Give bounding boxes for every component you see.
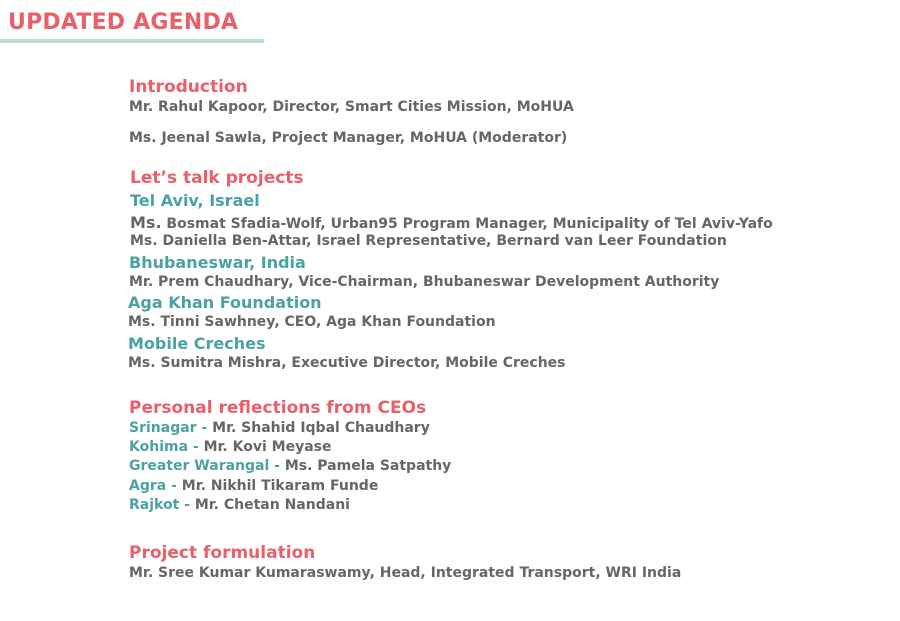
section-heading-formulation: Project formulation	[129, 543, 316, 563]
speaker-line: Mr. Sree Kumar Kumaraswamy, Head, Integrated Transport, WRI India	[129, 565, 682, 581]
speaker-line: Ms. Daniella Ben-Attar, Israel Representative, Bernard van Leer Foundation	[130, 233, 727, 249]
ceo-name: Mr. Shahid Iqbal Chaudhary	[207, 420, 430, 436]
speaker-rest: Bosmat Sfadia-Wolf, Urban95 Program Manager, Municipality of Tel Aviv-Yafo	[161, 216, 773, 232]
reflection-item	[129, 497, 350, 513]
speaker-line	[130, 213, 773, 232]
reflection-item	[129, 439, 331, 455]
speaker-line: Ms. Tinni Sawhney, CEO, Aga Khan Foundation	[128, 314, 496, 330]
section-heading-reflections: Personal reflections from CEOs	[129, 398, 427, 418]
ceo-name: Ms. Pamela Satpathy	[279, 458, 452, 474]
group-heading-aga-khan: Aga Khan Foundation	[128, 293, 322, 312]
group-heading-tel-aviv: Tel Aviv, Israel	[130, 191, 260, 210]
speaker-prefix: Ms.	[130, 213, 162, 232]
speaker-line: Mr. Prem Chaudhary, Vice-Chairman, Bhubaneswar Development Authority	[129, 274, 720, 290]
reflection-item	[129, 458, 451, 474]
section-heading-introduction: Introduction	[129, 77, 248, 97]
group-heading-mobile-creches: Mobile Creches	[128, 334, 266, 353]
ceo-name: Mr. Chetan Nandani	[189, 497, 350, 513]
city-label: Rajkot -	[129, 497, 190, 513]
title-underline	[0, 39, 264, 43]
reflection-item	[129, 420, 430, 436]
reflection-item	[129, 478, 378, 494]
section-heading-projects: Let’s talk projects	[130, 168, 304, 188]
speaker-line: Mr. Rahul Kapoor, Director, Smart Cities Mission, MoHUA	[129, 99, 574, 115]
group-heading-bhubaneswar: Bhubaneswar, India	[129, 253, 306, 272]
ceo-name: Mr. Kovi Meyase	[198, 439, 332, 455]
speaker-line: Ms. Sumitra Mishra, Executive Director, Mobile Creches	[128, 355, 566, 371]
speaker-line: Ms. Jeenal Sawla, Project Manager, MoHUA (Moderator)	[129, 130, 568, 146]
city-label: Srinagar -	[129, 420, 208, 436]
city-label: Greater Warangal -	[129, 458, 280, 474]
page-title: UPDATED AGENDA	[8, 10, 239, 35]
city-label: Kohima -	[129, 439, 199, 455]
city-label: Agra -	[129, 478, 177, 494]
ceo-name: Mr. Nikhil Tikaram Funde	[176, 478, 379, 494]
